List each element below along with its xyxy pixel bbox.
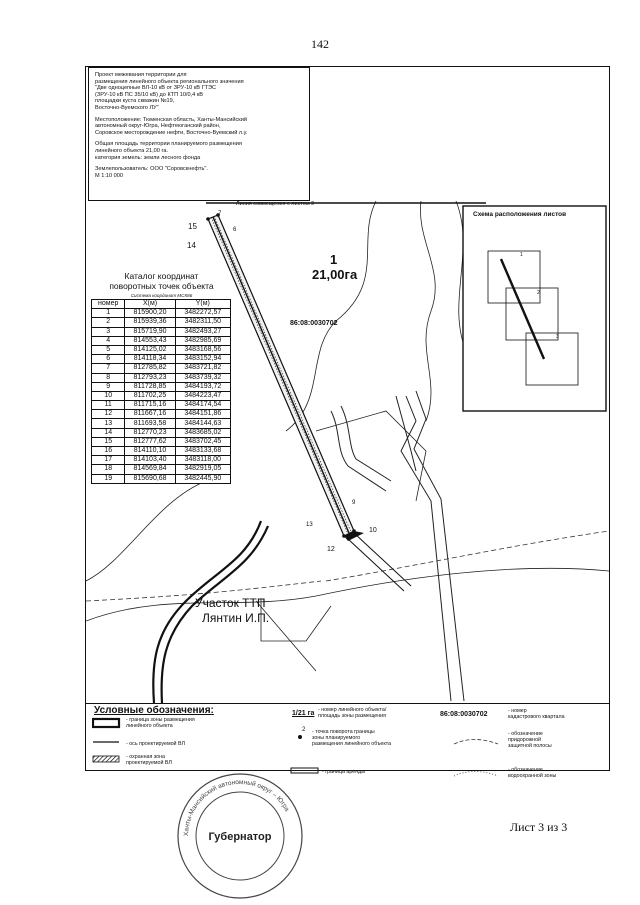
cell-y: 3483168,56 — [175, 345, 230, 354]
table-row — [92, 437, 231, 446]
cell-y: 3482311,50 — [175, 318, 230, 327]
legend-divider — [86, 703, 609, 704]
zone-area: 21,00га — [312, 267, 358, 282]
inset-sheet-label: 3 — [556, 334, 559, 340]
table-row — [92, 309, 231, 318]
table-row — [92, 456, 231, 465]
title-block — [88, 67, 310, 201]
contour-line — [86, 481, 206, 581]
turning-point — [342, 534, 346, 538]
table-row — [92, 327, 231, 336]
security-zone-icon — [93, 756, 119, 762]
cell-y: 3484223,47 — [175, 391, 230, 400]
cell-x: 814553,43 — [125, 336, 175, 345]
cell-y: 3483133,68 — [175, 447, 230, 456]
legend-area-desc: - номер линейного объекта/ площадь зоны размещения — [318, 707, 387, 719]
cell-y: 3483685,02 — [175, 428, 230, 437]
point-label: 15 — [188, 222, 197, 231]
zone-number: 1 — [330, 252, 338, 267]
cell-y: 3482445,90 — [175, 474, 230, 483]
cell-number: 7 — [92, 364, 125, 373]
cell-number: 4 — [92, 336, 125, 345]
cell-x: 812793,23 — [125, 373, 175, 382]
official-seal — [174, 770, 306, 902]
cell-y: 3483118,00 — [175, 456, 230, 465]
table-row — [92, 318, 231, 327]
cell-number: 13 — [92, 419, 125, 428]
cell-y: 3483721,82 — [175, 364, 230, 373]
cell-number: 14 — [92, 428, 125, 437]
point-label: 9 — [352, 500, 356, 506]
table-row — [92, 391, 231, 400]
cell-number: 11 — [92, 401, 125, 410]
cell-number: 1 — [92, 309, 125, 318]
cell-x: 811728,85 — [125, 382, 175, 391]
inset-title: Схема расположения листов — [473, 211, 567, 218]
road-edge — [341, 406, 391, 481]
turning-point — [206, 217, 210, 221]
lease-parcel — [261, 599, 331, 641]
inset-sheet-label: 1 — [520, 252, 523, 258]
turning-point — [352, 529, 356, 533]
total-area: Общая площадь территории планируемого размещения линейного объекта 21,00 га. категория земель: земли лесного фонда — [95, 141, 242, 161]
cell-y: 3483739,32 — [175, 373, 230, 382]
cell-y: 3483152,94 — [175, 355, 230, 364]
cell-number: 2 — [92, 318, 125, 327]
cell-number: 5 — [92, 345, 125, 354]
legend-title: Условные обозначения: — [94, 705, 214, 716]
col-header-x: X(м) — [125, 300, 175, 309]
cell-x: 811667,16 — [125, 410, 175, 419]
point-label: 6 — [233, 227, 237, 233]
table-row — [92, 401, 231, 410]
cell-number: 16 — [92, 447, 125, 456]
cell-y: 3484174,54 — [175, 401, 230, 410]
cell-number: 9 — [92, 382, 125, 391]
cell-y: 3484144,63 — [175, 419, 230, 428]
table-row — [92, 382, 231, 391]
location: Местоположение: Тюменская область, Ханты-Мансийский автономный округ-Югра, Нефтеюганский район, Соровское месторождение нефти, Восточно-Вуемский л.у. — [95, 116, 248, 136]
cell-x: 812785,82 — [125, 364, 175, 373]
table-row — [92, 465, 231, 474]
project-title: Проект межевания территории для размещения линейного объекта регионального значения "Две одноцепные ВЛ-10 кВ от ЗРУ-10 кВ ГТЭС (ЗРУ-10 кВ ПС 35/10 кВ) до КТП 10/0,4 кВ площадки куста скважин №19, Восточно-Вуемского ЛУ" — [95, 72, 244, 111]
legend-axis: - ось проектируемой ВЛ — [126, 741, 185, 747]
cell-number: 6 — [92, 355, 125, 364]
cell-number: 18 — [92, 465, 125, 474]
point-label: 14 — [187, 241, 196, 250]
table-row — [92, 410, 231, 419]
legend-point-desc: - точка поворота границы зоны планируемого размещения линейного объекта — [312, 729, 392, 747]
land-user: Землепользователь: ООО "Соровскнефть". М 1:10 000 — [95, 166, 208, 179]
cell-y: 3482272,57 — [175, 309, 230, 318]
coordinate-catalog — [91, 271, 232, 484]
table-row — [92, 373, 231, 382]
cell-y: 3483702,45 — [175, 437, 230, 446]
svg-text:Ханты-Мансийский автономный ок — [183, 779, 291, 836]
cell-y: 3484193,72 — [175, 382, 230, 391]
contour-line — [420, 201, 435, 421]
combination-line-label: Линия совмещения с листом 2 — [236, 201, 315, 207]
road-edge — [414, 391, 464, 701]
cell-x: 814118,34 — [125, 355, 175, 364]
table-row — [92, 474, 231, 483]
cell-x: 814125,02 — [125, 345, 175, 354]
legend-symbols — [92, 716, 122, 766]
contour-line — [86, 568, 609, 621]
legend-zone-boundary: - граница зоны размещения линейного объекта — [126, 717, 195, 729]
col-header-number: номер — [92, 300, 125, 309]
inset-frame — [463, 206, 606, 411]
cell-x: 811702,25 — [125, 391, 175, 400]
water-zone-icon — [454, 772, 498, 777]
legend-cad-example: 86:08:0030702 — [440, 711, 488, 718]
legend-cad-desc: - номер кадастрового квартала — [508, 708, 565, 720]
cell-number: 19 — [92, 474, 125, 483]
legend-lease-desc: - граница аренды — [322, 769, 366, 775]
table-row — [92, 364, 231, 373]
zone-boundary-icon — [93, 719, 119, 727]
cell-x: 815690,68 — [125, 474, 175, 483]
point-label: 12 — [327, 546, 335, 553]
linear-object-corridor — [208, 215, 411, 591]
cell-x: 815939,36 — [125, 318, 175, 327]
table-row — [92, 419, 231, 428]
point-label: 7 — [218, 211, 222, 217]
cell-x: 814569,84 — [125, 465, 175, 474]
roadside-zone — [326, 531, 609, 581]
seal-ring-text: Ханты-Мансийский автономный округ – Югра — [182, 778, 291, 837]
table-row — [92, 355, 231, 364]
road-edge — [331, 411, 386, 491]
cell-x: 811693,58 — [125, 419, 175, 428]
legend-water-desc: - обозначение водоохранной зоны — [508, 767, 557, 779]
plot-label: Участок ТТП — [195, 596, 266, 610]
page-number: 142 — [311, 37, 329, 51]
cell-number: 12 — [92, 410, 125, 419]
cell-y: 3484151,86 — [175, 410, 230, 419]
point-label: 13 — [306, 522, 313, 528]
legend-area-example: 1/21 га — [292, 710, 315, 717]
cell-x: 812770,23 — [125, 428, 175, 437]
coordinate-table — [91, 299, 231, 484]
point-label: 10 — [369, 527, 377, 534]
seal-center-text: Губернатор — [208, 831, 272, 843]
cell-x: 815719,90 — [125, 327, 175, 336]
cell-x: 814103,40 — [125, 456, 175, 465]
table-row — [92, 336, 231, 345]
cell-x: 815900,20 — [125, 309, 175, 318]
cell-x: 811715,16 — [125, 401, 175, 410]
coordinate-system: Система координат МСК86 — [130, 293, 193, 298]
inset-sheet-label: 2 — [537, 290, 540, 296]
catalog-title: Каталог координат поворотных точек объекта — [109, 271, 214, 291]
cadastral-quarter: 86:08:0030702 — [290, 320, 338, 327]
table-row — [92, 345, 231, 354]
table-row — [92, 428, 231, 437]
sheet-label: Лист 3 из 3 — [510, 820, 568, 834]
cell-number: 17 — [92, 456, 125, 465]
cell-y: 3482493,27 — [175, 327, 230, 336]
legend-roadside-desc: - обозначение придорожной защитной полосы — [508, 731, 552, 749]
legend-security-zone: - охранная зона проектируемой ВЛ — [126, 754, 172, 766]
cell-y: 3482985,69 — [175, 336, 230, 345]
cell-number: 15 — [92, 437, 125, 446]
legend-point-example: 2 — [302, 727, 306, 733]
legend-zone-symbols — [452, 734, 502, 794]
roadside-zone-icon — [454, 740, 498, 745]
cell-y: 3482919,05 — [175, 465, 230, 474]
cell-number: 10 — [92, 391, 125, 400]
table-row — [92, 447, 231, 456]
cell-x: 812777,62 — [125, 437, 175, 446]
cell-number: 3 — [92, 327, 125, 336]
cell-number: 8 — [92, 373, 125, 382]
plot-owner: Лянтин И.П. — [202, 611, 270, 625]
col-header-y: Y(м) — [175, 300, 230, 309]
cell-x: 814110,10 — [125, 447, 175, 456]
turning-point-icon — [298, 735, 302, 739]
contour-line — [286, 201, 376, 431]
